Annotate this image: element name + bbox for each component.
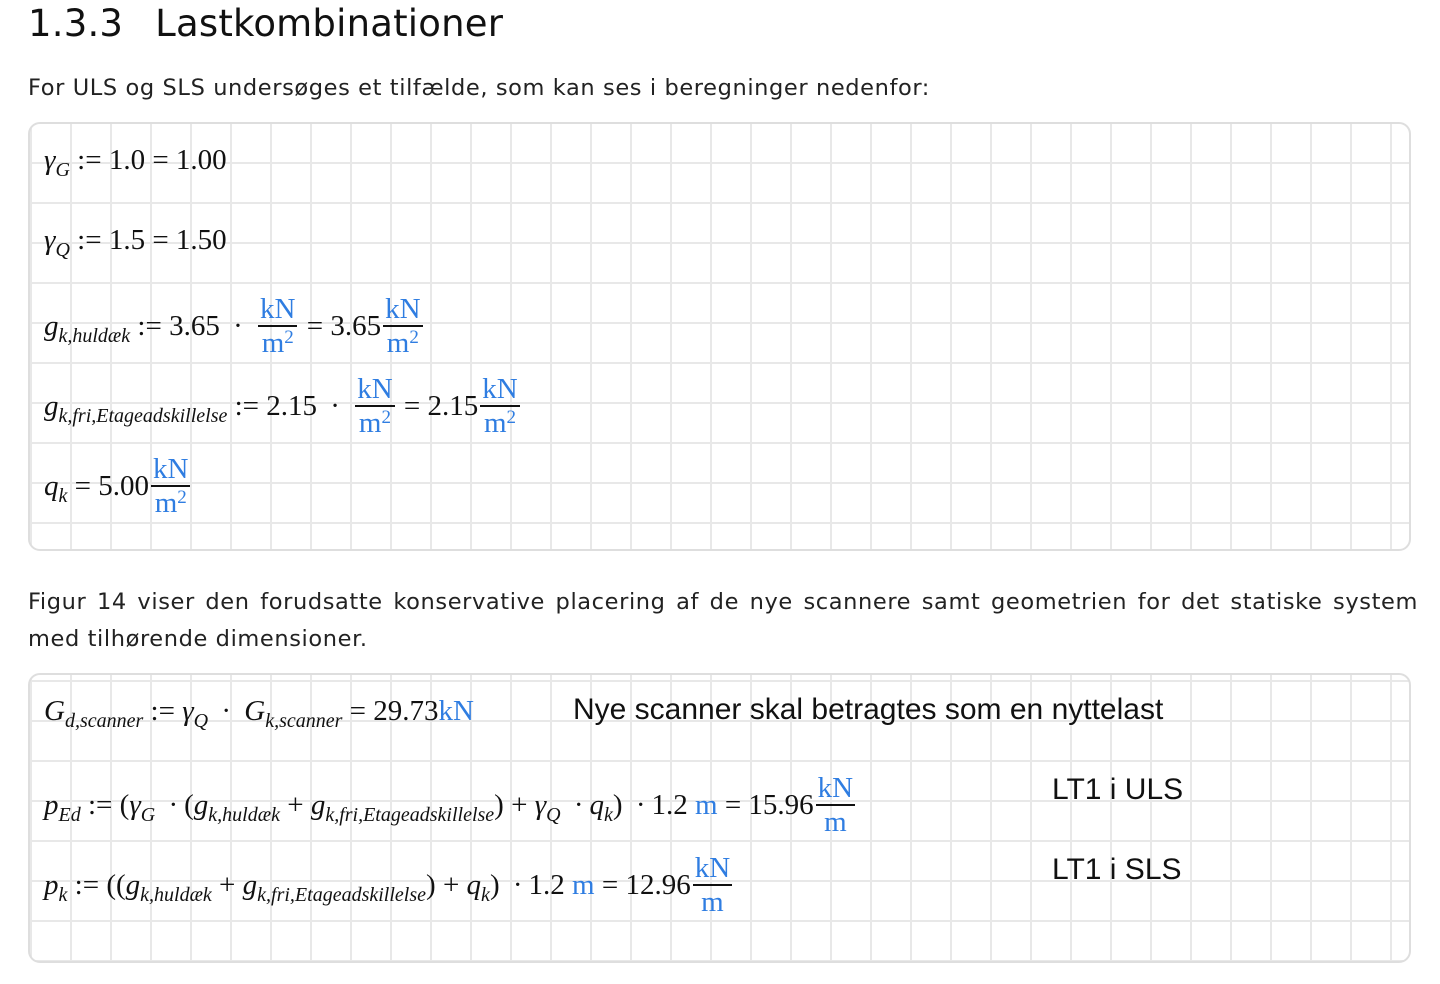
multiply: · xyxy=(168,789,179,822)
multiply: · xyxy=(330,390,340,423)
unit-numerator: kN xyxy=(355,374,394,407)
unit-denominator xyxy=(355,407,394,438)
subscript: k,fri,Etageadskillelse xyxy=(58,405,228,428)
define-operator: := xyxy=(74,869,100,902)
subscript: k,huldæk xyxy=(208,804,280,827)
result-value: 3.65 xyxy=(330,310,382,343)
result-value: 29.73 xyxy=(373,695,439,727)
equation-g-k-huldaek[interactable] xyxy=(44,293,425,361)
unit-denominator xyxy=(151,487,190,518)
subscript: k,fri,Etageadskillelse xyxy=(325,804,495,827)
note-lt1-uls[interactable]: LT1 i ULS xyxy=(1052,773,1184,806)
paren: ) xyxy=(494,789,504,822)
equals: = xyxy=(306,310,324,343)
result-unit-fraction xyxy=(383,294,422,359)
subscript: k,huldæk xyxy=(140,884,212,907)
symbol: p xyxy=(44,869,59,902)
section-title: Lastkombinationer xyxy=(155,2,504,45)
define-operator: := xyxy=(137,310,162,343)
define-operator: := xyxy=(234,390,260,423)
unit-numerator: kN xyxy=(816,773,855,806)
unit-den-base: m xyxy=(154,487,178,520)
subscript: G xyxy=(55,159,70,181)
equals: = xyxy=(74,470,91,503)
paren: ) xyxy=(426,869,436,902)
symbol: γ xyxy=(44,224,56,256)
equals: = xyxy=(152,144,169,176)
subscript: k xyxy=(604,804,613,827)
result-unit-fraction xyxy=(151,454,190,519)
unit-denominator xyxy=(480,407,519,438)
unit-exponent: 2 xyxy=(284,327,294,349)
unit-numerator: kN xyxy=(151,454,190,487)
paren: ) xyxy=(612,789,623,822)
result-unit-fraction xyxy=(693,853,732,918)
factor-value: 1.2 xyxy=(651,789,688,822)
input-value: 1.0 xyxy=(108,144,146,176)
unit-den-base: m xyxy=(358,407,382,440)
equation-gamma-q[interactable] xyxy=(44,224,227,261)
subscript: k xyxy=(58,884,68,907)
result-unit-fraction xyxy=(816,773,855,838)
symbol: g xyxy=(125,869,141,902)
define-operator: := xyxy=(77,224,102,256)
result-unit: kN xyxy=(438,695,474,727)
note-lt1-sls[interactable]: LT1 i SLS xyxy=(1052,853,1182,886)
paren: ( xyxy=(119,789,130,822)
symbol: G xyxy=(44,695,65,727)
gamma-symbol: γ xyxy=(534,789,547,822)
define-operator: := xyxy=(150,695,175,727)
unit-exponent: 2 xyxy=(409,327,419,349)
equals: = xyxy=(349,695,367,727)
input-value: 2.15 xyxy=(266,390,318,423)
unit-denominator: m xyxy=(701,886,724,919)
result-value: 1.50 xyxy=(175,224,227,256)
subscript: k,huldæk xyxy=(58,325,131,348)
multiply: · xyxy=(512,869,523,902)
unit-den-base: m xyxy=(261,327,285,360)
equation-g-k-fri-etageadskillelse[interactable] xyxy=(44,373,522,441)
input-value: 3.65 xyxy=(169,310,220,343)
gamma-symbol: γ xyxy=(129,789,141,822)
paren: (( xyxy=(106,869,126,902)
gamma-symbol: γ xyxy=(182,695,194,727)
factor-unit: m xyxy=(695,789,718,822)
define-operator: := xyxy=(87,789,113,822)
multiply: · xyxy=(233,310,243,343)
equation-gamma-g[interactable] xyxy=(44,144,227,181)
symbol: q xyxy=(589,789,605,822)
symbol: q xyxy=(44,470,59,503)
equation-q-k[interactable] xyxy=(44,453,192,521)
equation-p-ed[interactable] xyxy=(44,772,857,840)
note-scanner-live-load[interactable]: Nye scanner skal betragtes som en nyttelast xyxy=(573,693,1164,726)
subscript: d,scanner xyxy=(64,710,144,732)
unit-denominator xyxy=(258,327,297,358)
math-region-load-factors[interactable] xyxy=(28,122,1411,551)
paren: ( xyxy=(184,789,194,822)
unit-numerator: kN xyxy=(258,294,297,327)
symbol: γ xyxy=(44,144,56,176)
symbol: q xyxy=(466,869,482,902)
subscript: k,scanner xyxy=(265,710,343,732)
symbol: p xyxy=(44,789,59,822)
subscript: G xyxy=(140,804,156,827)
equals: = xyxy=(403,390,421,423)
result-value: 15.96 xyxy=(748,789,814,822)
unit-exponent: 2 xyxy=(381,407,391,429)
equals: = xyxy=(152,224,169,256)
unit-numerator: kN xyxy=(480,374,519,407)
symbol: g xyxy=(44,390,59,423)
result-value: 1.00 xyxy=(175,144,227,176)
equation-g-d-scanner[interactable] xyxy=(44,695,474,732)
unit-fraction xyxy=(355,374,394,439)
equals: = xyxy=(724,789,742,822)
section-number: 1.3.3 xyxy=(28,2,124,45)
subscript: Q xyxy=(193,710,209,732)
subscript: Q xyxy=(55,239,70,261)
unit-fraction xyxy=(258,294,297,359)
intro-paragraph: For ULS og SLS undersøges et tilfælde, som kan ses i beregninger nedenfor: xyxy=(28,75,930,101)
input-value: 1.5 xyxy=(108,224,146,256)
define-operator: := xyxy=(77,144,102,176)
unit-denominator: m xyxy=(824,806,847,839)
multiply: · xyxy=(221,695,232,727)
paren: ) xyxy=(489,869,500,902)
result-value: 12.96 xyxy=(625,869,691,902)
symbol: g xyxy=(193,789,209,822)
subscript: k,fri,Etageadskillelse xyxy=(257,884,427,907)
result-value: 2.15 xyxy=(427,390,479,423)
result-unit-fraction xyxy=(480,374,519,439)
subscript: Ed xyxy=(58,804,81,827)
multiply: · xyxy=(635,789,646,822)
plus: + xyxy=(219,869,236,902)
symbol: g xyxy=(44,310,59,343)
factor-value: 1.2 xyxy=(528,869,565,902)
equation-p-k[interactable] xyxy=(44,852,734,920)
unit-exponent: 2 xyxy=(506,407,517,429)
unit-den-base: m xyxy=(483,407,507,440)
math-region-load-combinations[interactable] xyxy=(28,673,1411,963)
plus: + xyxy=(511,789,528,822)
unit-exponent: 2 xyxy=(177,487,187,509)
subscript: k xyxy=(481,884,490,907)
unit-numerator: kN xyxy=(383,294,422,327)
symbol: g xyxy=(310,789,326,822)
plus: + xyxy=(287,789,304,822)
symbol: g xyxy=(242,869,258,902)
multiply: · xyxy=(573,789,584,822)
figure-reference-paragraph: Figur 14 viser den forudsatte konservative placering af de nye scannere samt geometrien for det statiske system med tilhørende dimensioner. xyxy=(28,589,1418,652)
unit-den-base: m xyxy=(386,327,410,360)
result-value: 5.00 xyxy=(98,470,149,503)
unit-numerator: kN xyxy=(693,853,732,886)
subscript: k xyxy=(58,485,68,508)
symbol: G xyxy=(244,695,266,727)
plus: + xyxy=(442,869,460,902)
section-heading xyxy=(28,2,503,45)
subscript: Q xyxy=(546,804,561,827)
factor-unit: m xyxy=(572,869,595,902)
unit-denominator xyxy=(383,327,422,358)
equals: = xyxy=(601,869,619,902)
